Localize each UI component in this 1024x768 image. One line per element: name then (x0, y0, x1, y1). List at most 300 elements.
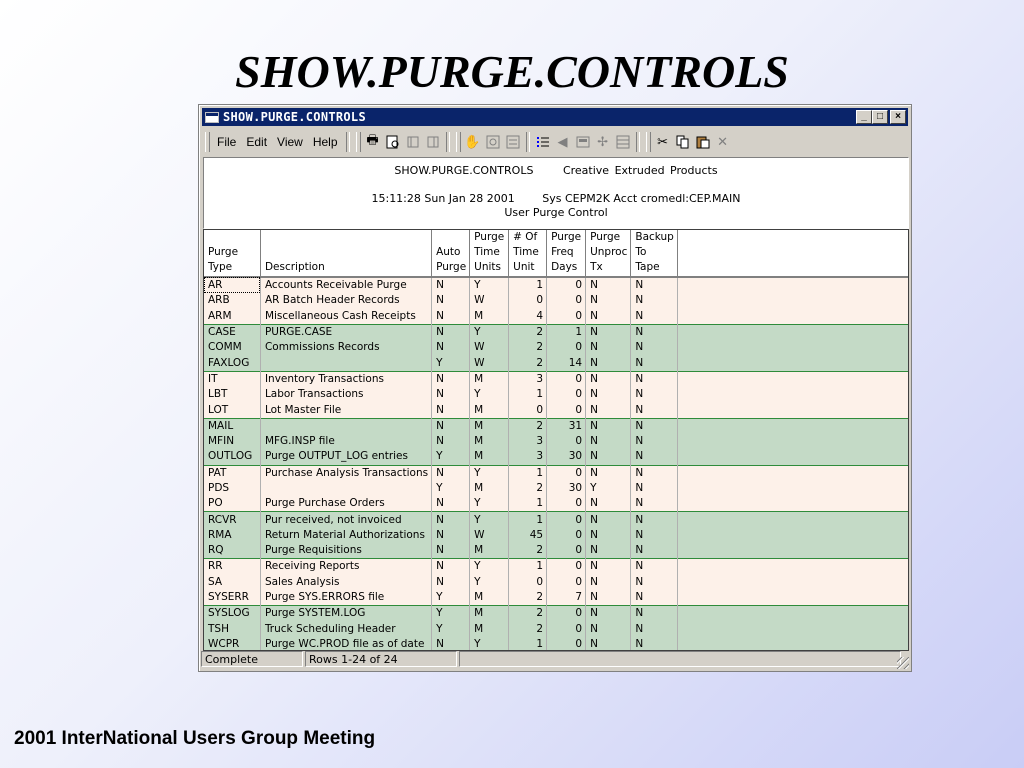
row-filler (677, 543, 908, 559)
table-cell[interactable]: MFIN (204, 434, 260, 449)
toolbar-grip[interactable] (646, 132, 651, 152)
table-row[interactable] (204, 622, 908, 637)
report-subtitle: User Purge Control (504, 206, 608, 219)
table-cell[interactable]: SYSLOG (204, 606, 260, 622)
table-cell[interactable]: PURGE.CASE (260, 324, 431, 340)
table-cell[interactable]: MFG.INSP file (260, 434, 431, 449)
table-cell[interactable]: 2 (509, 622, 547, 637)
table-cell[interactable]: N (586, 622, 631, 637)
table-cell[interactable]: N (586, 387, 631, 402)
paste-icon[interactable] (694, 133, 712, 151)
table-cell[interactable]: ARM (204, 309, 260, 325)
menubar-grip[interactable] (205, 132, 210, 152)
table-cell[interactable]: RR (204, 559, 260, 575)
row-filler (677, 481, 908, 496)
row-filler (677, 355, 908, 371)
table-cell[interactable]: 0 (547, 434, 586, 449)
table-cell[interactable]: 2 (509, 340, 547, 355)
table-cell[interactable]: N (586, 559, 631, 575)
table-row[interactable] (204, 418, 908, 434)
table-cell[interactable]: N (631, 481, 678, 496)
table-cell[interactable]: N (631, 528, 678, 543)
table-cell[interactable]: N (432, 496, 470, 512)
table-row[interactable] (204, 465, 908, 481)
column-header-filler (677, 230, 908, 277)
table-cell[interactable]: W (470, 340, 509, 355)
table-cell[interactable]: Purge SYSTEM.LOG (260, 606, 431, 622)
row-filler (677, 371, 908, 387)
table-cell[interactable]: N (631, 324, 678, 340)
table-cell[interactable]: N (631, 606, 678, 622)
window-title: SHOW.PURGE.CONTROLS (223, 110, 366, 124)
window-icon (205, 112, 219, 123)
table-cell[interactable]: N (432, 465, 470, 481)
refresh-icon[interactable] (484, 133, 502, 151)
table-cell[interactable]: AR (204, 277, 260, 293)
table-cell[interactable]: N (631, 559, 678, 575)
row-filler (677, 340, 908, 355)
table-cell[interactable]: 0 (547, 637, 586, 651)
table-cell[interactable]: 2 (509, 481, 547, 496)
table-cell[interactable]: M (470, 309, 509, 325)
status-bar (201, 651, 907, 669)
table-cell[interactable]: N (631, 277, 678, 293)
row-filler (677, 449, 908, 465)
table-cell[interactable]: 0 (547, 559, 586, 575)
table-cell[interactable]: N (586, 496, 631, 512)
table-cell[interactable]: N (586, 324, 631, 340)
table-row[interactable] (204, 528, 908, 543)
table-cell[interactable]: Receiving Reports (260, 559, 431, 575)
row-filler (677, 402, 908, 418)
table-row[interactable] (204, 293, 908, 308)
toolbar-separator (636, 132, 640, 152)
table-cell[interactable]: N (432, 637, 470, 651)
table-cell[interactable]: Labor Transactions (260, 387, 431, 402)
toolbar-separator (446, 132, 450, 152)
slide-footer: 2001 InterNational Users Group Meeting (14, 728, 376, 749)
table-cell[interactable]: Y (470, 465, 509, 481)
table-row[interactable] (204, 559, 908, 575)
table-cell[interactable]: 1 (509, 559, 547, 575)
row-filler (677, 622, 908, 637)
table-cell[interactable]: 3 (509, 449, 547, 465)
table-cell[interactable]: W (470, 293, 509, 308)
table-cell[interactable]: N (631, 434, 678, 449)
close-button[interactable]: × (890, 110, 906, 124)
row-filler (677, 387, 908, 402)
table-cell[interactable]: Y (470, 496, 509, 512)
table-cell[interactable]: N (631, 309, 678, 325)
table-row[interactable] (204, 324, 908, 340)
purge-table (204, 230, 908, 651)
toolbar-separator (526, 132, 530, 152)
table-cell[interactable]: W (470, 528, 509, 543)
table-cell[interactable]: SYSERR (204, 590, 260, 606)
table-cell[interactable] (260, 481, 431, 496)
system-account: Sys CEPM2K Acct cromedl:CEP.MAIN (542, 192, 741, 205)
table-cell[interactable]: Purge OUTPUT_LOG entries (260, 449, 431, 465)
table-cell[interactable]: RCVR (204, 512, 260, 528)
toolbar-grip[interactable] (456, 132, 461, 152)
table-cell[interactable]: Y (432, 355, 470, 371)
table-cell[interactable]: N (586, 340, 631, 355)
resize-grip-icon[interactable] (897, 657, 909, 669)
table-cell[interactable]: Pur received, not invoiced (260, 512, 431, 528)
table-cell[interactable]: Y (470, 559, 509, 575)
table-cell[interactable]: N (586, 637, 631, 651)
table-cell[interactable]: 0 (547, 496, 586, 512)
toolbar-grip[interactable] (356, 132, 361, 152)
table-cell[interactable]: N (631, 496, 678, 512)
table-cell[interactable]: N (432, 559, 470, 575)
table-cell[interactable]: N (631, 622, 678, 637)
copy-icon[interactable] (674, 133, 692, 151)
table-cell[interactable]: M (470, 481, 509, 496)
table-cell[interactable]: N (432, 309, 470, 325)
slide-title: SHOW.PURGE.CONTROLS (235, 46, 789, 97)
table-cell[interactable]: M (470, 590, 509, 606)
table-cell[interactable]: 1 (509, 277, 547, 293)
maximize-button[interactable]: □ (872, 110, 888, 124)
table-cell[interactable]: N (586, 590, 631, 606)
table-cell[interactable]: LBT (204, 387, 260, 402)
purge-controls-grid[interactable] (203, 229, 909, 651)
query-icon[interactable] (504, 133, 522, 151)
table-cell[interactable]: 2 (509, 324, 547, 340)
table-cell[interactable]: 0 (547, 606, 586, 622)
table-cell[interactable]: COMM (204, 340, 260, 355)
table-row[interactable] (204, 590, 908, 606)
table-cell[interactable] (260, 418, 431, 434)
menu-toolbar (202, 129, 906, 155)
table-cell[interactable]: 0 (547, 340, 586, 355)
table-cell[interactable]: N (586, 528, 631, 543)
table-cell[interactable]: N (631, 575, 678, 590)
table-row[interactable] (204, 512, 908, 528)
table-cell[interactable]: ARB (204, 293, 260, 308)
status-state: Complete (201, 651, 303, 667)
table-cell[interactable]: 0 (547, 277, 586, 293)
row-filler (677, 575, 908, 590)
cut-icon[interactable]: ✂ (657, 134, 668, 149)
table-cell[interactable]: 4 (509, 309, 547, 325)
table-cell[interactable]: Y (470, 637, 509, 651)
table-cell[interactable]: N (432, 402, 470, 418)
table-cell[interactable]: Truck Scheduling Header (260, 622, 431, 637)
table-cell[interactable]: PDS (204, 481, 260, 496)
table-cell[interactable]: RMA (204, 528, 260, 543)
table-cell[interactable]: N (432, 512, 470, 528)
table-cell[interactable]: Y (586, 481, 631, 496)
column-header-purge-type[interactable]: Purge Type (204, 230, 260, 277)
table-cell[interactable]: CASE (204, 324, 260, 340)
table-cell[interactable]: PO (204, 496, 260, 512)
table-cell[interactable]: N (586, 543, 631, 559)
table-row[interactable] (204, 575, 908, 590)
row-filler (677, 434, 908, 449)
app-window (198, 104, 912, 672)
table-cell[interactable]: N (432, 575, 470, 590)
table-cell[interactable]: 0 (509, 402, 547, 418)
table-cell[interactable]: N (631, 512, 678, 528)
table-cell[interactable]: 0 (547, 387, 586, 402)
table-cell[interactable]: 1 (547, 324, 586, 340)
table-cell[interactable]: W (470, 355, 509, 371)
table-cell[interactable]: 0 (547, 309, 586, 325)
table-cell[interactable]: N (586, 277, 631, 293)
table-row[interactable] (204, 387, 908, 402)
row-filler (677, 512, 908, 528)
table-cell[interactable]: M (470, 402, 509, 418)
table-cell[interactable]: TSH (204, 622, 260, 637)
table-cell[interactable]: Purge SYS.ERRORS file (260, 590, 431, 606)
table-row[interactable] (204, 449, 908, 465)
menu-view[interactable]: View (277, 135, 303, 149)
menu-file[interactable]: File (217, 135, 237, 149)
column-header-auto-purge[interactable]: Auto Purge (432, 230, 470, 277)
table-cell[interactable]: 0 (547, 402, 586, 418)
table-cell[interactable]: Accounts Receivable Purge (260, 277, 431, 293)
row-filler (677, 528, 908, 543)
table-cell[interactable]: 0 (509, 575, 547, 590)
table-row[interactable] (204, 637, 908, 651)
table-cell[interactable]: 1 (509, 387, 547, 402)
table-cell[interactable]: N (586, 465, 631, 481)
menu-edit[interactable]: Edit (246, 135, 268, 149)
table-cell[interactable]: 2 (509, 606, 547, 622)
table-cell[interactable]: N (432, 293, 470, 308)
layout-icon[interactable] (424, 133, 442, 151)
table-cell[interactable]: 0 (547, 293, 586, 308)
column-header-num-time-unit[interactable]: # Of Time Unit (509, 230, 547, 277)
table-cell[interactable]: 0 (547, 371, 586, 387)
table-row[interactable] (204, 371, 908, 387)
row-filler (677, 496, 908, 512)
table-cell[interactable]: N (631, 543, 678, 559)
table-cell[interactable]: M (470, 622, 509, 637)
table-cell[interactable]: IT (204, 371, 260, 387)
table-cell[interactable]: N (586, 434, 631, 449)
grid-icon[interactable] (614, 133, 632, 151)
delete-icon[interactable]: ✕ (717, 134, 728, 149)
table-cell[interactable]: N (586, 575, 631, 590)
toolbar-separator (346, 132, 350, 152)
table-cell[interactable]: PAT (204, 465, 260, 481)
table-cell[interactable]: Y (470, 512, 509, 528)
table-cell[interactable]: Lot Master File (260, 402, 431, 418)
table-cell[interactable]: 2 (509, 418, 547, 434)
table-cell[interactable]: N (432, 543, 470, 559)
table-cell[interactable]: AR Batch Header Records (260, 293, 431, 308)
table-cell[interactable]: N (631, 371, 678, 387)
table-cell[interactable]: 1 (509, 637, 547, 651)
hand-icon[interactable]: ✋ (464, 134, 481, 149)
table-cell[interactable]: N (432, 324, 470, 340)
table-cell[interactable]: M (470, 371, 509, 387)
table-row[interactable] (204, 434, 908, 449)
table-cell[interactable]: N (432, 434, 470, 449)
table-cell[interactable]: N (586, 355, 631, 371)
table-cell[interactable]: M (470, 434, 509, 449)
table-cell[interactable]: 0 (547, 528, 586, 543)
table-cell[interactable]: Purge WC.PROD file as of date (260, 637, 431, 651)
table-cell[interactable]: Purge Purchase Orders (260, 496, 431, 512)
table-cell[interactable]: Purchase Analysis Transactions (260, 465, 431, 481)
column-header-backup[interactable]: Backup To Tape (631, 230, 678, 277)
table-cell[interactable]: 0 (547, 575, 586, 590)
table-cell[interactable]: M (470, 606, 509, 622)
table-cell[interactable]: WCPR (204, 637, 260, 651)
table-cell[interactable]: Purge Requisitions (260, 543, 431, 559)
table-cell[interactable]: 0 (547, 543, 586, 559)
row-filler (677, 309, 908, 325)
table-cell[interactable]: 2 (509, 590, 547, 606)
table-cell[interactable]: Y (470, 575, 509, 590)
table-cell[interactable]: N (432, 528, 470, 543)
row-filler (677, 606, 908, 622)
table-cell[interactable]: N (631, 355, 678, 371)
row-filler (677, 590, 908, 606)
table-row[interactable] (204, 481, 908, 496)
table-cell[interactable]: N (631, 402, 678, 418)
column-header-freq-days[interactable]: Purge Freq Days (547, 230, 586, 277)
table-cell[interactable]: N (631, 637, 678, 651)
row-filler (677, 324, 908, 340)
table-row[interactable] (204, 496, 908, 512)
table-row[interactable] (204, 402, 908, 418)
table-cell[interactable]: RQ (204, 543, 260, 559)
table-cell[interactable]: N (432, 371, 470, 387)
window-titlebar[interactable] (202, 108, 908, 126)
list-icon[interactable] (534, 133, 552, 151)
company-name: Creative Extruded Products (562, 164, 718, 177)
print-icon[interactable]: 🖶 (366, 132, 379, 147)
table-cell[interactable]: Commissions Records (260, 340, 431, 355)
table-cell[interactable]: Y (432, 481, 470, 496)
minimize-button[interactable]: _ (856, 110, 872, 124)
table-cell[interactable]: N (586, 418, 631, 434)
table-cell[interactable]: 1 (509, 496, 547, 512)
table-cell[interactable]: 0 (547, 622, 586, 637)
row-filler (677, 465, 908, 481)
status-empty-pane (459, 651, 901, 667)
report-name: SHOW.PURGE.CONTROLS (394, 164, 534, 177)
table-cell[interactable]: N (586, 309, 631, 325)
table-cell[interactable]: N (631, 340, 678, 355)
table-cell[interactable]: 1 (509, 465, 547, 481)
table-cell[interactable]: Miscellaneous Cash Receipts (260, 309, 431, 325)
table-cell[interactable]: N (586, 512, 631, 528)
table-cell[interactable]: M (470, 543, 509, 559)
table-cell[interactable]: N (631, 387, 678, 402)
row-filler (677, 559, 908, 575)
table-cell[interactable]: N (586, 449, 631, 465)
table-cell[interactable]: N (432, 277, 470, 293)
table-cell[interactable]: 0 (547, 512, 586, 528)
table-cell[interactable]: 0 (509, 293, 547, 308)
table-cell[interactable]: Y (470, 387, 509, 402)
status-row-count: Rows 1-24 of 24 (305, 651, 457, 667)
table-cell[interactable]: N (631, 465, 678, 481)
table-cell[interactable]: 3 (509, 371, 547, 387)
table-cell[interactable]: Return Material Authorizations (260, 528, 431, 543)
table-cell[interactable]: 2 (509, 355, 547, 371)
table-cell[interactable]: 3 (509, 434, 547, 449)
table-cell[interactable]: 2 (509, 543, 547, 559)
table-row[interactable] (204, 355, 908, 371)
table-row[interactable] (204, 606, 908, 622)
table-cell[interactable]: Y (432, 622, 470, 637)
report-header (203, 157, 909, 229)
table-cell[interactable]: Inventory Transactions (260, 371, 431, 387)
table-cell[interactable]: M (470, 449, 509, 465)
table-cell[interactable] (260, 355, 431, 371)
print-preview-icon[interactable] (384, 133, 402, 151)
column-header-unproc-tx[interactable]: Purge Unproc Tx (586, 230, 631, 277)
table-cell[interactable]: 0 (547, 465, 586, 481)
table-cell[interactable]: Y (432, 449, 470, 465)
table-cell[interactable]: N (586, 402, 631, 418)
menu-help[interactable]: Help (312, 135, 338, 149)
table-cell[interactable]: N (432, 340, 470, 355)
column-header-time-units[interactable]: Purge Time Units (470, 230, 509, 277)
table-cell[interactable]: FAXLOG (204, 355, 260, 371)
table-cell[interactable]: MAIL (204, 418, 260, 434)
table-row[interactable] (204, 309, 908, 325)
row-filler (677, 293, 908, 308)
table-cell[interactable]: Y (432, 590, 470, 606)
table-cell[interactable]: 31 (547, 418, 586, 434)
form-icon[interactable] (574, 133, 592, 151)
row-filler (677, 637, 908, 651)
table-cell[interactable]: 1 (509, 512, 547, 528)
table-cell[interactable]: 30 (547, 481, 586, 496)
table-cell[interactable]: 14 (547, 355, 586, 371)
row-filler (677, 418, 908, 434)
table-cell[interactable]: N (586, 293, 631, 308)
table-cell[interactable]: Y (470, 324, 509, 340)
table-cell[interactable]: Sales Analysis (260, 575, 431, 590)
table-cell[interactable]: 45 (509, 528, 547, 543)
row-filler (677, 277, 908, 293)
table-cell[interactable]: 30 (547, 449, 586, 465)
table-cell[interactable]: M (470, 418, 509, 434)
back-arrow-icon[interactable]: ◀ (557, 134, 568, 149)
table-row[interactable] (204, 543, 908, 559)
table-cell[interactable]: N (631, 590, 678, 606)
table-cell[interactable]: Y (470, 277, 509, 293)
table-cell[interactable]: 7 (547, 590, 586, 606)
page-setup-icon[interactable] (404, 133, 422, 151)
table-cell[interactable]: N (586, 371, 631, 387)
table-cell[interactable]: N (631, 449, 678, 465)
column-header-description[interactable]: Description (260, 230, 431, 277)
table-cell[interactable]: N (432, 387, 470, 402)
table-cell[interactable]: N (631, 293, 678, 308)
table-row[interactable] (204, 277, 908, 293)
table-cell[interactable]: SA (204, 575, 260, 590)
table-row[interactable] (204, 340, 908, 355)
table-cell[interactable]: Y (432, 606, 470, 622)
table-cell[interactable]: N (432, 418, 470, 434)
move-icon[interactable]: ✢ (597, 134, 608, 149)
table-cell[interactable]: LOT (204, 402, 260, 418)
table-cell[interactable]: OUTLOG (204, 449, 260, 465)
table-cell[interactable]: N (586, 606, 631, 622)
table-cell[interactable]: N (631, 418, 678, 434)
report-datetime: 15:11:28 Sun Jan 28 2001 (371, 192, 515, 205)
